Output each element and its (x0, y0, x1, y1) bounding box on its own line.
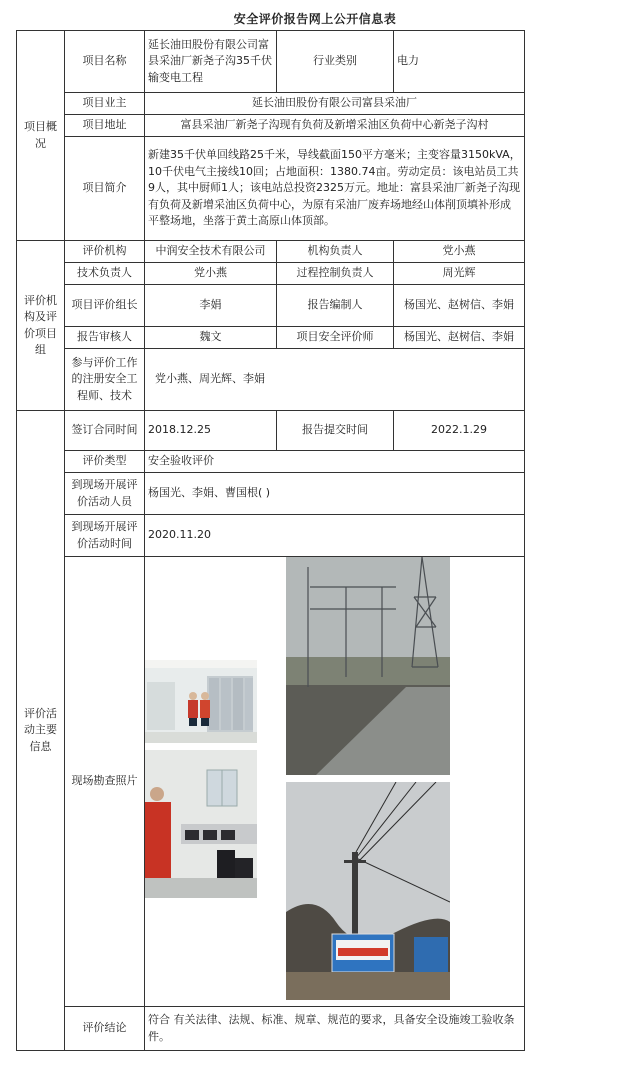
info-table (16, 30, 525, 1051)
owner-value: 延长油田股份有限公司富县采油厂 (145, 93, 525, 115)
section-agency: 评价机构及评价项目组 (17, 241, 65, 411)
tech-head-value: 党小燕 (145, 263, 277, 285)
conclusion-value: 符合 有关法律、法规、标准、规章、规范的要求，具备安全设施竣工验收条件。 (145, 1007, 525, 1051)
tech-head-label: 技术负责人 (65, 263, 145, 285)
staff-value: 杨国光、李娟、曹国根( ) (145, 473, 525, 515)
submit-label: 报告提交时间 (277, 411, 394, 451)
project-name-label: 项目名称 (65, 31, 145, 93)
staff-label: 到现场开展评价活动人员 (65, 473, 145, 515)
author-label: 报告编制人 (277, 285, 394, 327)
photos-cell (145, 557, 525, 1007)
photo-control-room (145, 750, 257, 898)
evaluator-value: 杨国光、赵树信、李娟 (394, 327, 525, 349)
leader-value: 李娟 (145, 285, 277, 327)
contract-label: 签订合同时间 (65, 411, 145, 451)
address-label: 项目地址 (65, 115, 145, 137)
leader-label: 项目评价组长 (65, 285, 145, 327)
page-title: 安全评价报告网上公开信息表 (233, 12, 397, 26)
summary-value: 新建35千伏单回线路25千米，导线截面150平方毫米；主变容量3150kVA，10千伏电气主接线10回；占地面积：1380.74亩。劳动定员：该电站员工共9人，其中厨师1人；该电站总投资2325万元。地址：富县采油厂新尧子沟现有负荷及新增采油区负荷中心，为原有采油厂废弃场地经山体削顶填补形成平整场地，坐落于黄土高原山体顶部。 (145, 137, 525, 241)
section-activity: 评价活动主要信息 (17, 411, 65, 1051)
engineers-value: 党小燕、周光辉、李娟 (145, 349, 525, 411)
photo-substation (286, 557, 450, 775)
process-head-value: 周光辉 (394, 263, 525, 285)
industry-label: 行业类别 (277, 31, 394, 93)
photos-label: 现场勘查照片 (65, 557, 145, 1007)
conclusion-label: 评价结论 (65, 1007, 145, 1051)
onsite-label: 到现场开展评价活动时间 (65, 515, 145, 557)
reviewer-value: 魏文 (145, 327, 277, 349)
photo-transmission-line (286, 782, 450, 1000)
section-overview: 项目概况 (17, 31, 65, 241)
evaluator-label: 项目安全评价师 (277, 327, 394, 349)
org-head-value: 党小燕 (394, 241, 525, 263)
submit-value: 2022.1.29 (394, 411, 525, 451)
photo-switchgear-room (145, 660, 257, 743)
address-value: 富县采油厂新尧子沟现有负荷及新增采油区负荷中心新尧子沟村 (145, 115, 525, 137)
org-value: 中润安全技术有限公司 (145, 241, 277, 263)
project-name-value: 延长油田股份有限公司富县采油厂新尧子沟35千伏输变电工程 (145, 31, 277, 93)
org-label: 评价机构 (65, 241, 145, 263)
engineers-label: 参与评价工作的注册安全工程师、技术 (65, 349, 145, 411)
summary-label: 项目简介 (65, 137, 145, 241)
industry-value: 电力 (394, 31, 525, 93)
author-value: 杨国光、赵树信、李娟 (394, 285, 525, 327)
contract-value: 2018.12.25 (145, 411, 277, 451)
type-value: 安全验收评价 (145, 451, 525, 473)
onsite-value: 2020.11.20 (145, 515, 525, 557)
process-head-label: 过程控制负责人 (277, 263, 394, 285)
reviewer-label: 报告审核人 (65, 327, 145, 349)
owner-label: 项目业主 (65, 93, 145, 115)
type-label: 评价类型 (65, 451, 145, 473)
org-head-label: 机构负责人 (277, 241, 394, 263)
